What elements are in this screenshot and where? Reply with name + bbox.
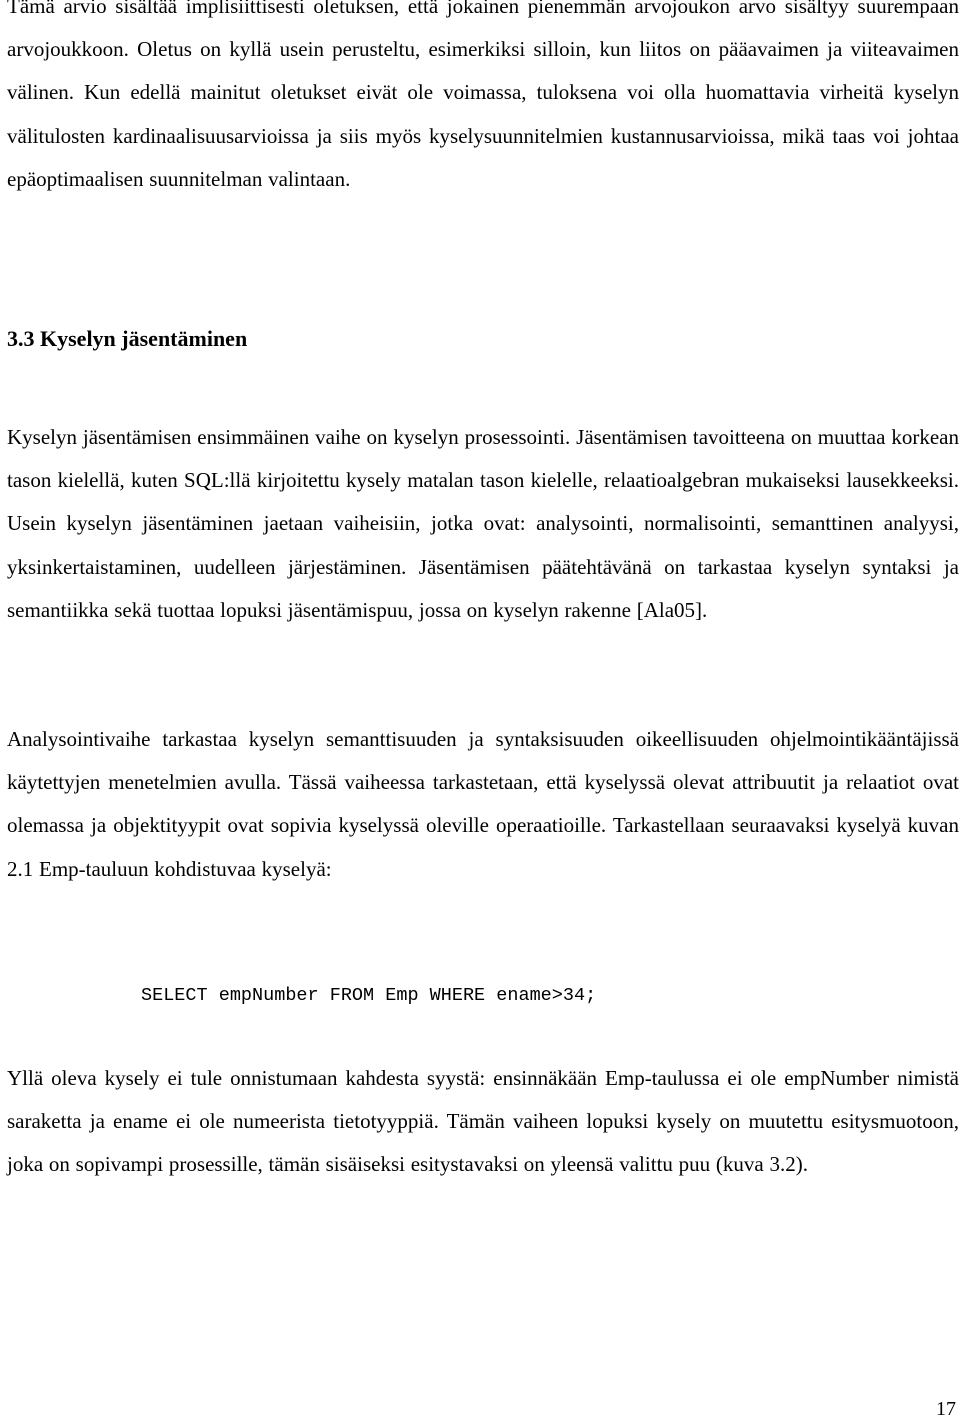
page-number: 17 [936, 1398, 956, 1420]
sql-code-example: SELECT empNumber FROM Emp WHERE ename>34; [141, 985, 597, 1006]
paragraph-cardinality-estimation: Tämä arvio sisältää implisiittisesti oletuksen, että jokainen pienemmän arvojoukon arvo sisältyy suurempaan arvojoukkoon. Oletus on kyllä usein perusteltu, esimerkiksi silloin, kun liitos on pääavaimen ja viiteavaimen välinen. Kun edellä mainitut oletukset eivät ole voimassa, tuloksena voi olla huomattavia virheitä kyselyn välitulosten kardinaalisuusarvioissa ja siis myös kyselysuunnitelmien kustannusarvioissa, mikä taas voi johtaa epäoptimaalisen suunnitelman valintaan. [7, 0, 959, 191]
paragraph-query-errors: Yllä oleva kysely ei tule onnistumaan kahdesta syystä: ensinnäkään Emp-taulussa ei ole empNumber nimistä saraketta ja ename ei ole numeerista tietotyyppiä. Tämän vaiheen lopuksi kysely on muutettu esitysmuotoon, joka on sopivampi prosessille, tämän sisäiseksi esitystavaksi on yleensä valittu puu (kuva 3.2). [7, 1066, 959, 1177]
paragraph-analysis-phase: Analysointivaihe tarkastaa kyselyn semanttisuuden ja syntaksisuuden oikeellisuuden ohjelmointikääntäjissä käytettyjen menetelmien avulla. Tässä vaiheessa tarkastetaan, että kyselyssä olevat attribuutit ja relaatiot ovat olemassa ja objektityypit ovat sopivia kyselyssä oleville operaatioille. Tarkastellaan seuraavaksi kyselyä kuvan 2.1 Emp-tauluun kohdistuvaa kyselyä: [7, 727, 959, 881]
paragraph-query-parsing: Kyselyn jäsentämisen ensimmäinen vaihe on kyselyn prosessointi. Jäsentämisen tavoitteena on muuttaa korkean tason kielellä, kuten SQL:llä kirjoitettu kysely matalan tason kielelle, relaatioalgebran mukaiseksi lausekkeeksi. Usein kyselyn jäsentäminen jaetaan vaiheisiin, jotka ovat: analysointi, normalisointi, semanttinen analyysi, yksinkertaistaminen, uudelleen järjestäminen. Jäsentämisen päätehtävänä on tarkastaa kyselyn syntaksi ja semantiikka sekä tuottaa lopuksi jäsentämispuu, jossa on kyselyn rakenne [Ala05]. [7, 425, 959, 622]
section-heading: 3.3 Kyselyn jäsentäminen [7, 326, 248, 351]
